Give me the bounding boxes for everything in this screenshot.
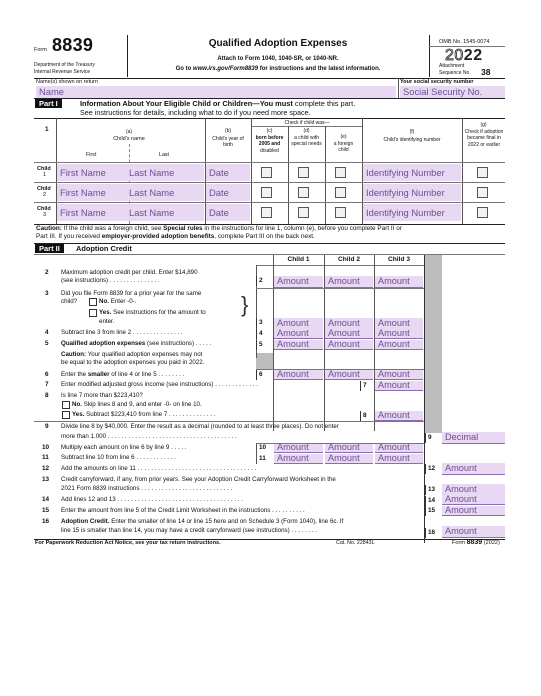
child-row-label: Child 2	[37, 186, 51, 199]
box-6: 6	[256, 370, 263, 380]
line15-text: Enter the amount from line 5 of the Credit Limit Worksheet in the instructions . . . . . . . . . .	[61, 507, 305, 514]
child1-final-checkbox[interactable]	[477, 167, 488, 178]
box-2: 2	[256, 276, 263, 286]
col-d-header: a child with special needs	[291, 135, 322, 148]
part2-label: Part II	[35, 244, 64, 253]
line10-text: Multiply each amount on line 6 by line 9 . . . . .	[61, 444, 187, 451]
part1-title: Information About Your Eligible Child or Children—You must complete this part.	[80, 99, 356, 108]
line14-number: 14	[42, 496, 50, 503]
line11-number: 11	[42, 454, 49, 461]
col-f-header: Child's identifying number	[383, 137, 441, 143]
catalog-number: Cat. No. 22843L	[336, 540, 375, 546]
child-row-label: Child 3	[37, 206, 51, 219]
line3-no-checkbox[interactable]	[89, 298, 97, 306]
child2-special-needs-checkbox[interactable]	[298, 187, 309, 198]
child2-identifying-number[interactable]: Identifying Number	[363, 184, 461, 201]
child-row-label: Child 1	[37, 166, 51, 179]
col-a-letter: (a)	[125, 129, 133, 135]
line9-decimal[interactable]: Decimal	[442, 432, 505, 444]
line5-text: Qualified adoption expenses (see instructions) . . . . .	[61, 340, 212, 347]
line3-text-b: child?	[61, 298, 78, 305]
child2-last-name[interactable]: Last Name	[126, 184, 204, 201]
child1-identifying-number[interactable]: Identifying Number	[363, 164, 461, 181]
line4-child1[interactable]: Amount	[274, 329, 323, 339]
line9-number: 9	[45, 423, 49, 430]
line3-number: 3	[45, 290, 49, 297]
form-number: 8839	[52, 35, 94, 55]
part2-col-child2: Child 2	[338, 256, 360, 263]
check-if-child-was: Check if child was—	[284, 120, 330, 126]
child2-foreign-checkbox[interactable]	[335, 187, 346, 198]
col-a-first: First	[86, 152, 97, 158]
line14-text: Add lines 12 and 13 . . . . . . . . . . . . . . . . . . . . . . . . . . . . . . . . . . . . .	[61, 496, 243, 503]
line16-text: Adoption Credit. Enter the smaller of line 14 or line 15 here and on Schedule 3 (Form 1040), line 6c. If	[61, 518, 344, 525]
form-title: Qualified Adoption Expenses	[208, 38, 348, 49]
name-field[interactable]: Name	[36, 86, 396, 98]
line9-text-b: more than 1.000 . . . . . . . . . . . . . . . . . . . . . . . . . . . . . . . . . . . . . .	[61, 433, 237, 440]
col-d-letter: (d)	[303, 128, 310, 134]
line2-text-b: (see instructions) . . . . . . . . . . . . . . .	[61, 277, 160, 284]
line6-number: 6	[45, 371, 49, 378]
line11-text: Subtract line 10 from line 6 . . . . . . . . . . . .	[61, 454, 176, 461]
line8-no: No. Skip lines 8 and 9, and enter -0- on line 10.	[72, 401, 202, 408]
line12-amount[interactable]: Amount	[442, 463, 505, 475]
child1-special-needs-checkbox[interactable]	[298, 167, 309, 178]
footer-form-id: Form 8839 (2022)	[452, 539, 500, 546]
child2-birth-year[interactable]: Date	[206, 184, 250, 201]
line3-child2[interactable]: Amount	[325, 318, 373, 330]
gray-column	[425, 255, 442, 433]
child1-last-name[interactable]: Last Name	[126, 164, 204, 181]
col-c-header: born before 2005 and disabled	[255, 135, 284, 154]
box-15: 15	[425, 506, 435, 516]
ssn-label: Your social security number	[400, 79, 474, 85]
line10-child3[interactable]: Amount	[375, 443, 423, 453]
line11-child1[interactable]: Amount	[274, 454, 323, 464]
line7-number: 7	[45, 381, 49, 388]
tax-year: 2022	[445, 47, 483, 64]
line3-yes-checkbox[interactable]	[89, 309, 97, 317]
line8-number: 8	[45, 392, 49, 399]
line16-text-b: line 15 is smaller than line 14, you may have a credit carryforward (see instructions) . . . . . . . .	[61, 527, 318, 534]
box-4: 4	[256, 329, 263, 339]
line8-amount[interactable]: Amount	[375, 411, 423, 421]
col-c-letter: (c)	[266, 128, 273, 134]
box-8: 8	[360, 411, 367, 421]
sequence-label: Sequence No.	[439, 70, 471, 76]
line16-amount[interactable]: Amount	[442, 526, 505, 538]
line3-no: No. Enter -0-.	[99, 298, 137, 305]
line5-child2[interactable]: Amount	[325, 340, 373, 350]
line10-child1[interactable]: Amount	[274, 443, 323, 453]
box-5: 5	[256, 340, 263, 350]
line5-caution-b: be equal to the adoption expenses you paid in 2022.	[61, 359, 205, 366]
child2-first-name[interactable]: First Name	[57, 184, 128, 201]
line5-child1[interactable]: Amount	[274, 340, 323, 350]
child3-last-name[interactable]: Last Name	[126, 204, 204, 221]
child2-disabled-checkbox[interactable]	[261, 187, 272, 198]
col-b-header: Child's year of birth	[212, 136, 244, 149]
line12-text: Add the amounts on line 11 . . . . . . . . . . . . . . . . . . . . . . . . . . . . . . . . . . .	[61, 465, 257, 472]
line9-text: Divide line 8 by $40,000. Enter the result as a decimal (rounded to at least three places). Do not enter	[61, 423, 339, 430]
caution-line1: Caution: If the child was a foreign child, see Special rules in the instructions for line 1, column (e), before you complete Part II or	[36, 225, 402, 232]
box-7: 7	[360, 381, 367, 391]
col-g-letter: (g)	[480, 122, 487, 128]
box-9: 9	[425, 433, 432, 443]
col-g-header: Check if adoption became final in 2022 or earlier	[464, 129, 504, 148]
form-word: Form	[34, 47, 47, 53]
col-f-letter: (f)	[409, 129, 415, 135]
line2-child2[interactable]: Amount	[325, 276, 373, 288]
col-a-last: Last	[159, 152, 170, 158]
child2-final-checkbox[interactable]	[477, 187, 488, 198]
line3-text: Did you file Form 8839 for a prior year for the same	[61, 290, 202, 297]
line6-child2[interactable]: Amount	[325, 370, 373, 380]
line5-caution: Caution: Your qualified adoption expenses may not	[61, 351, 203, 358]
line3-child3[interactable]: Amount	[375, 318, 423, 330]
line2-number: 2	[45, 269, 49, 276]
line11-child3[interactable]: Amount	[375, 454, 423, 464]
line6-child3[interactable]: Amount	[375, 370, 423, 380]
child3-foreign-checkbox[interactable]	[335, 207, 346, 218]
line12-number: 12	[42, 465, 50, 472]
line13-number: 13	[42, 476, 50, 483]
line7-text: Enter modified adjusted gross income (see instructions) . . . . . . . . . . . . .	[61, 381, 259, 388]
sequence-number: 38	[481, 67, 491, 77]
line6-child1[interactable]: Amount	[274, 370, 323, 380]
part1-subtitle: See instructions for details, including what to do if you need more space.	[80, 108, 311, 117]
line8-yes: Yes. Subtract $223,410 from line 7 . . . . . . . . . . . . . .	[72, 411, 216, 418]
line10-number: 10	[42, 444, 50, 451]
line8-no-checkbox[interactable]	[62, 401, 70, 409]
child1-first-name[interactable]: First Name	[57, 164, 128, 181]
child3-birth-year[interactable]: Date	[206, 204, 250, 221]
line5-number: 5	[45, 340, 49, 347]
box-10: 10	[256, 443, 266, 453]
paperwork-notice: For Paperwork Reduction Act Notice, see your tax return instructions.	[35, 540, 221, 546]
line4-child3[interactable]: Amount	[375, 329, 423, 339]
omb-number: OMB No. 1545-0074	[439, 39, 490, 45]
line13-text-b: 2021 Form 8839 instructions . . . . . . . . . . . . . . . . . . . . . . . . . . .	[61, 485, 233, 492]
box-16: 16	[425, 528, 435, 538]
col-e-letter: (e)	[340, 134, 347, 140]
line4-child2[interactable]: Amount	[325, 329, 373, 339]
child3-disabled-checkbox[interactable]	[261, 207, 272, 218]
box-11: 11	[256, 454, 266, 464]
box-14: 14	[425, 496, 435, 506]
attachment-label: Attachment	[439, 63, 465, 69]
part2-col-child1: Child 1	[287, 256, 310, 263]
box-12: 12	[425, 464, 435, 474]
child3-first-name[interactable]: First Name	[57, 204, 128, 221]
part2-col-child3: Child 3	[388, 256, 410, 263]
part1-label: Part I	[35, 99, 62, 108]
line11-child2[interactable]: Amount	[325, 454, 373, 464]
col-b-letter: (b)	[224, 128, 232, 134]
line1-number: 1	[45, 126, 49, 133]
caution-line2: Part III. If you received employer-provided adoption benefits, complete Part III on the back next.	[36, 233, 315, 240]
line7-amount[interactable]: Amount	[375, 381, 423, 391]
line4-number: 4	[45, 329, 49, 336]
line4-text: Subtract line 3 from line 2 . . . . . . . . . . . . . . .	[61, 329, 183, 336]
goto-note: Go to www.irs.gov/Form8839 for instructions and the latest information.	[175, 66, 381, 72]
line2-child3[interactable]: Amount	[375, 276, 423, 288]
line3-yes: Yes. See instructions for the amount to	[99, 309, 206, 316]
line15-amount[interactable]: Amount	[442, 506, 505, 516]
part2-title: Adoption Credit	[76, 244, 132, 253]
col-e-header: a foreign child	[333, 141, 354, 154]
line5-child3[interactable]: Amount	[375, 340, 423, 350]
ssn-field[interactable]: Social Security No.	[400, 86, 505, 98]
line14-amount[interactable]: Amount	[442, 495, 505, 505]
irs-label: Internal Revenue Service	[34, 69, 91, 75]
line3-child1[interactable]: Amount	[274, 318, 323, 330]
brace: }	[241, 292, 249, 317]
line6-text: Enter the smaller of line 4 or line 5 . . . . . . . .	[61, 371, 185, 378]
child3-special-needs-checkbox[interactable]	[298, 207, 309, 218]
attach-note: Attach to Form 1040, 1040-SR, or 1040-NR.	[217, 56, 339, 62]
name-label: Name(s) shown on return	[36, 79, 99, 85]
line8-text: Is line 7 more than $223,410?	[61, 392, 143, 399]
box-13: 13	[425, 485, 435, 495]
gray-block	[256, 353, 273, 369]
line2-text: Maximum adoption credit per child. Enter $14,890	[61, 269, 198, 276]
child1-disabled-checkbox[interactable]	[261, 167, 272, 178]
line3-yes-b: enter.	[99, 318, 115, 325]
child3-final-checkbox[interactable]	[477, 207, 488, 218]
box-3: 3	[256, 318, 263, 328]
line2-child1[interactable]: Amount	[274, 276, 323, 288]
dept-treasury: Department of the Treasury	[34, 62, 95, 68]
col-a-header: Child's name	[113, 136, 145, 142]
line8-yes-checkbox[interactable]	[62, 411, 70, 419]
child1-foreign-checkbox[interactable]	[335, 167, 346, 178]
line13-amount[interactable]: Amount	[442, 484, 505, 496]
line16-number: 16	[42, 518, 50, 525]
line10-child2[interactable]: Amount	[325, 443, 373, 453]
line15-number: 15	[42, 507, 50, 514]
child1-birth-year[interactable]: Date	[206, 164, 250, 181]
child3-identifying-number[interactable]: Identifying Number	[363, 204, 461, 221]
line13-text: Credit carryforward, if any, from prior years. See your Adoption Credit Carryforward Worksheet in the	[61, 476, 336, 483]
